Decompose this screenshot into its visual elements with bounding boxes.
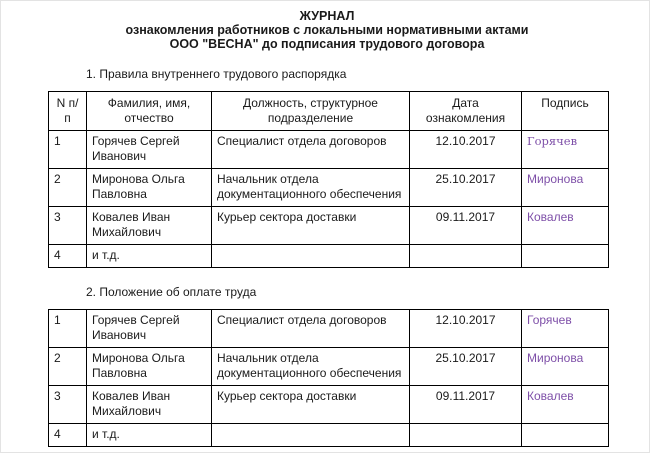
cell-signature: Горячев	[522, 310, 609, 348]
cell-signature: Ковалев	[522, 207, 609, 245]
cell-position: Специалист отдела договоров	[212, 131, 410, 169]
table-header-row	[49, 92, 609, 131]
table-row	[49, 424, 609, 447]
column-header: N п/п	[49, 92, 87, 131]
column-header: Должность, структурное подразделение	[212, 92, 410, 131]
column-header: Фамилия, имя, отчество	[87, 92, 212, 131]
cell-signature	[522, 245, 609, 268]
journal-table-section-1	[48, 91, 609, 268]
cell-num: 1	[49, 131, 87, 169]
cell-name: Горячев Сергей Иванович	[87, 310, 212, 348]
title-line-company: ООО "ВЕСНА" до подписания трудового договора	[169, 37, 485, 51]
table-row	[49, 245, 609, 268]
cell-name: Ковалев Иван Михайлович	[87, 386, 212, 424]
document-title	[48, 9, 606, 51]
table-row	[49, 348, 609, 386]
table-row	[49, 386, 609, 424]
cell-date	[410, 424, 522, 447]
cell-date: 12.10.2017	[410, 131, 522, 169]
cell-date: 09.11.2017	[410, 207, 522, 245]
cell-date: 12.10.2017	[410, 310, 522, 348]
cell-date	[410, 245, 522, 268]
cell-name: Ковалев Иван Михайлович	[87, 207, 212, 245]
cell-num: 4	[49, 245, 87, 268]
table-row	[49, 131, 609, 169]
cell-signature: Миронова	[522, 348, 609, 386]
cell-num: 3	[49, 207, 87, 245]
cell-name: Миронова Ольга Павловна	[87, 169, 212, 207]
cell-signature	[522, 424, 609, 447]
journal-table-section-2	[48, 309, 609, 447]
section-1-heading: 1. Правила внутреннего трудового распорядка	[86, 67, 347, 81]
cell-signature: Горячев	[522, 131, 609, 169]
table-row	[49, 310, 609, 348]
column-header: Дата ознакомления	[410, 92, 522, 131]
cell-position: Специалист отдела договоров	[212, 310, 410, 348]
cell-name: Миронова Ольга Павловна	[87, 348, 212, 386]
table-row	[49, 169, 609, 207]
section-2-heading: 2. Положение об оплате труда	[86, 285, 257, 299]
cell-position: Курьер сектора доставки	[212, 207, 410, 245]
cell-position: Начальник отдела документационного обеспечения	[212, 169, 410, 207]
cell-num: 1	[49, 310, 87, 348]
cell-num: 2	[49, 348, 87, 386]
title-line-subject: ознакомления работников с локальными нормативными актами	[125, 23, 529, 37]
cell-position: Курьер сектора доставки	[212, 386, 410, 424]
cell-date: 25.10.2017	[410, 169, 522, 207]
column-header: Подпись	[522, 92, 609, 131]
cell-date: 09.11.2017	[410, 386, 522, 424]
table-row	[49, 207, 609, 245]
journal-document	[1, 1, 649, 447]
cell-signature: Ковалев	[522, 386, 609, 424]
cell-num: 3	[49, 386, 87, 424]
cell-signature: Миронова	[522, 169, 609, 207]
cell-name: и т.д.	[87, 424, 212, 447]
cell-name: и т.д.	[87, 245, 212, 268]
cell-position	[212, 245, 410, 268]
cell-num: 4	[49, 424, 87, 447]
cell-position	[212, 424, 410, 447]
cell-date: 25.10.2017	[410, 348, 522, 386]
cell-position: Начальник отдела документационного обеспечения	[212, 348, 410, 386]
cell-num: 2	[49, 169, 87, 207]
title-line-journal: ЖУРНАЛ	[299, 9, 355, 23]
cell-name: Горячев Сергей Иванович	[87, 131, 212, 169]
